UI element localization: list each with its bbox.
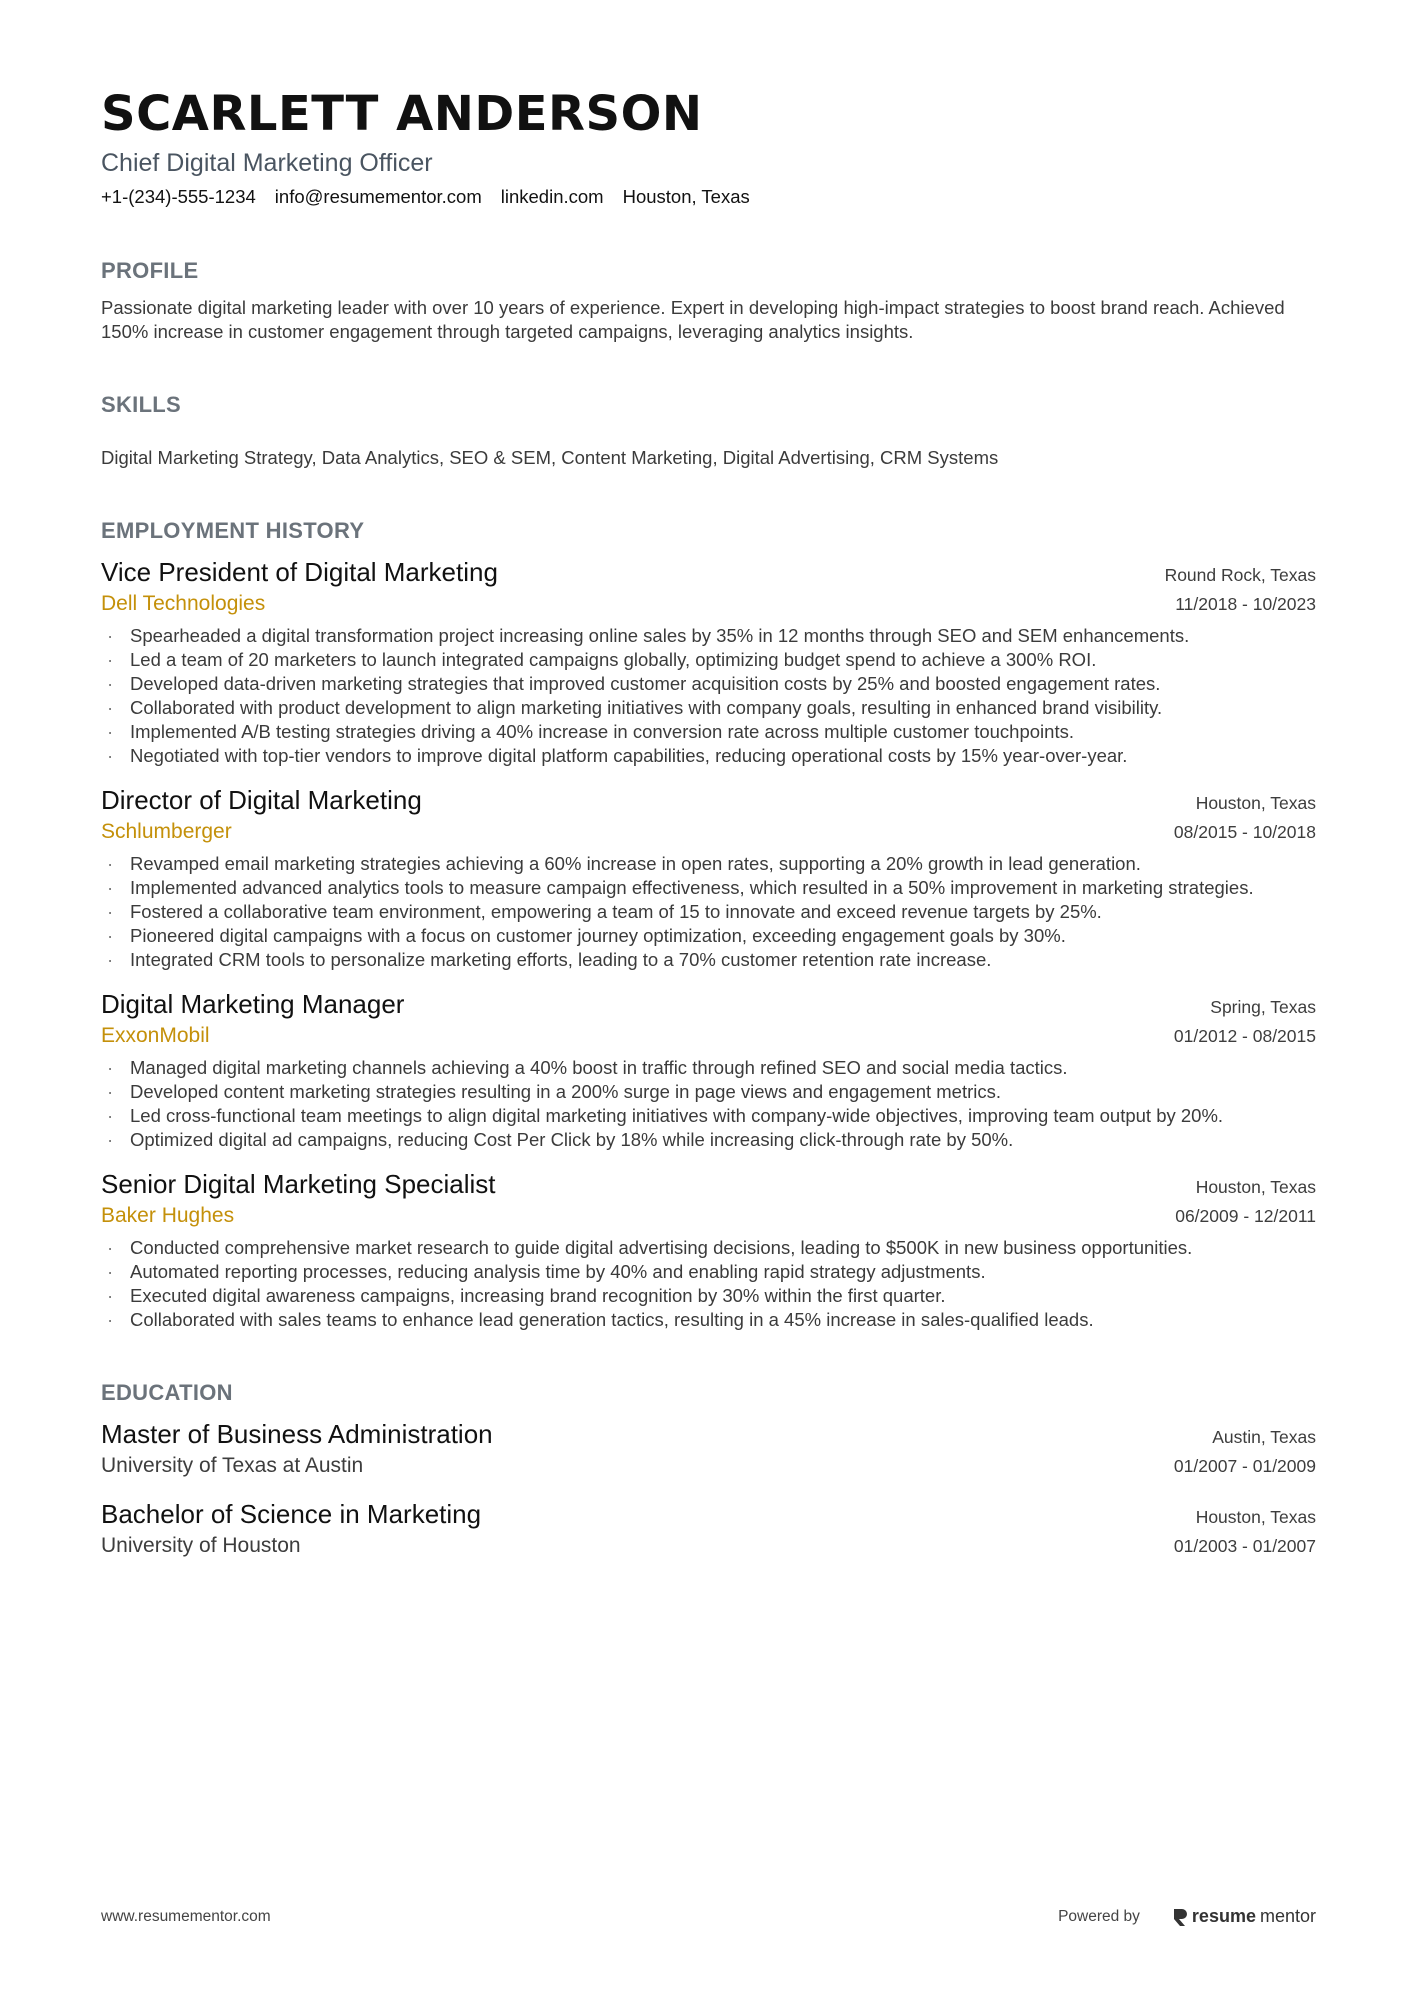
job-bullets xyxy=(101,1056,1316,1152)
list-item: · Conducted comprehensive market research to guide digital advertising decisions, leading to $500K in new business opportunities. xyxy=(101,1236,1316,1260)
job-location: Spring, Texas xyxy=(1210,997,1316,1017)
job-entry xyxy=(101,1168,1316,1332)
job-bullets xyxy=(101,852,1316,972)
education-school: University of Houston xyxy=(101,1534,301,1557)
education-entry xyxy=(101,1418,1316,1480)
list-item: · Negotiated with top-tier vendors to improve digital platform capabilities, reducing operational costs by 15% year-over-year. xyxy=(101,744,1316,768)
job-dates: 01/2012 - 08/2015 xyxy=(1173,1026,1316,1046)
job-title: Director of Digital Marketing xyxy=(101,785,422,815)
contact-email[interactable]: info@resumementor.com xyxy=(274,186,482,207)
job-title: Vice President of Digital Marketing xyxy=(101,557,498,587)
section-title: SKILLS xyxy=(101,392,182,417)
page-footer xyxy=(101,1906,1316,1927)
education-location: Austin, Texas xyxy=(1212,1427,1316,1447)
job-entry xyxy=(101,784,1316,972)
list-item: · Revamped email marketing strategies achieving a 60% increase in open rates, supporting a 20% growth in lead generation. xyxy=(101,852,1316,876)
list-item: · Developed content marketing strategies resulting in a 200% surge in page views and engagement metrics. xyxy=(101,1080,1316,1104)
education-location: Houston, Texas xyxy=(1195,1507,1316,1527)
contact-linkedin[interactable]: linkedin.com xyxy=(500,186,604,207)
brand-name-rest: mentor xyxy=(1259,1906,1316,1926)
list-item: · Spearheaded a digital transformation project increasing online sales by 35% in 12 months through SEO and SEM enhancements. xyxy=(101,624,1316,648)
job-bullets xyxy=(101,624,1316,768)
candidate-headline: Chief Digital Marketing Officer xyxy=(101,149,433,177)
brand-logo[interactable] xyxy=(1172,1906,1316,1927)
job-company: Baker Hughes xyxy=(101,1204,235,1227)
education-school: University of Texas at Austin xyxy=(101,1454,364,1477)
education-dates: 01/2007 - 01/2009 xyxy=(1173,1456,1316,1476)
list-item: · Collaborated with product development to align marketing initiatives with company goals, resulting in enhanced brand visibility. xyxy=(101,696,1316,720)
list-item: · Executed digital awareness campaigns, increasing brand recognition by 30% within the first quarter. xyxy=(101,1284,1316,1308)
education-degree: Bachelor of Science in Marketing xyxy=(101,1499,482,1529)
skills-section xyxy=(101,390,1316,470)
job-dates: 06/2009 - 12/2011 xyxy=(1175,1206,1316,1226)
list-item: · Optimized digital ad campaigns, reducing Cost Per Click by 18% while increasing click-through rate by 50%. xyxy=(101,1128,1316,1152)
list-item: · Implemented advanced analytics tools to measure campaign effectiveness, which resulted in a 50% improvement in marketing strategies. xyxy=(101,876,1316,900)
contact-phone[interactable]: +1-(234)-555-1234 xyxy=(101,186,256,207)
list-item: · Pioneered digital campaigns with a focus on customer journey optimization, exceeding engagement goals by 30%. xyxy=(101,924,1316,948)
list-item: · Led a team of 20 marketers to launch integrated campaigns globally, optimizing budget spend to achieve a 300% ROI. xyxy=(101,648,1316,672)
list-item: · Collaborated with sales teams to enhance lead generation tactics, resulting in a 45% increase in sales-qualified leads. xyxy=(101,1308,1316,1332)
education-entry xyxy=(101,1498,1316,1560)
education-degree: Master of Business Administration xyxy=(101,1419,493,1449)
list-item: · Integrated CRM tools to personalize marketing efforts, leading to a 70% customer retention rate increase. xyxy=(101,948,1316,972)
section-title: PROFILE xyxy=(101,258,199,283)
job-location: Houston, Texas xyxy=(1195,793,1316,813)
profile-text: Passionate digital marketing leader with over 10 years of experience. Expert in developing high-impact strategies to boost brand reach. Achieved 150% increase in customer engagement through targeted campaigns, leveraging analytics insights. xyxy=(101,297,1285,342)
list-item: · Implemented A/B testing strategies driving a 40% increase in conversion rate across multiple customer touchpoints. xyxy=(101,720,1316,744)
footer-url[interactable]: www.resumementor.com xyxy=(101,1907,271,1925)
job-entry xyxy=(101,988,1316,1152)
powered-by-label: Powered by xyxy=(1058,1907,1140,1925)
section-title: EDUCATION xyxy=(101,1380,233,1405)
job-location: Houston, Texas xyxy=(1195,1177,1316,1197)
job-dates: 11/2018 - 10/2023 xyxy=(1175,594,1316,614)
job-company: Dell Technologies xyxy=(101,592,266,615)
employment-section xyxy=(101,516,1316,1332)
job-title: Senior Digital Marketing Specialist xyxy=(101,1169,496,1199)
job-location: Round Rock, Texas xyxy=(1164,565,1316,585)
list-item: · Automated reporting processes, reducing analysis time by 40% and enabling rapid strategy adjustments. xyxy=(101,1260,1316,1284)
resume-content xyxy=(101,82,1316,1560)
skills-text: Digital Marketing Strategy, Data Analytics, SEO & SEM, Content Marketing, Digital Advertising, CRM Systems xyxy=(101,447,999,468)
job-entry xyxy=(101,556,1316,768)
list-item: · Developed data-driven marketing strategies that improved customer acquisition costs by 25% and boosted engagement rates. xyxy=(101,672,1316,696)
candidate-name: SCARLETT ANDERSON xyxy=(101,86,703,142)
education-section xyxy=(101,1378,1316,1560)
section-title: EMPLOYMENT HISTORY xyxy=(101,518,365,543)
list-item: · Managed digital marketing channels achieving a 40% boost in traffic through refined SEO and social media tactics. xyxy=(101,1056,1316,1080)
job-title: Digital Marketing Manager xyxy=(101,989,405,1019)
list-item: · Led cross-functional team meetings to align digital marketing initiatives with company-wide objectives, improving team output by 20%. xyxy=(101,1104,1316,1128)
contact-row xyxy=(101,184,1316,210)
brand-name-bold: resume xyxy=(1191,1906,1256,1926)
contact-location: Houston, Texas xyxy=(622,186,750,207)
job-company: ExxonMobil xyxy=(101,1024,210,1047)
resumementor-logo-icon xyxy=(1172,1907,1188,1927)
education-dates: 01/2003 - 01/2007 xyxy=(1173,1536,1316,1556)
profile-section xyxy=(101,256,1316,344)
job-company: Schlumberger xyxy=(101,820,232,843)
job-dates: 08/2015 - 10/2018 xyxy=(1173,822,1316,842)
list-item: · Fostered a collaborative team environment, empowering a team of 15 to innovate and exceed revenue targets by 25%. xyxy=(101,900,1316,924)
job-bullets xyxy=(101,1236,1316,1332)
footer-branding xyxy=(1058,1906,1316,1927)
